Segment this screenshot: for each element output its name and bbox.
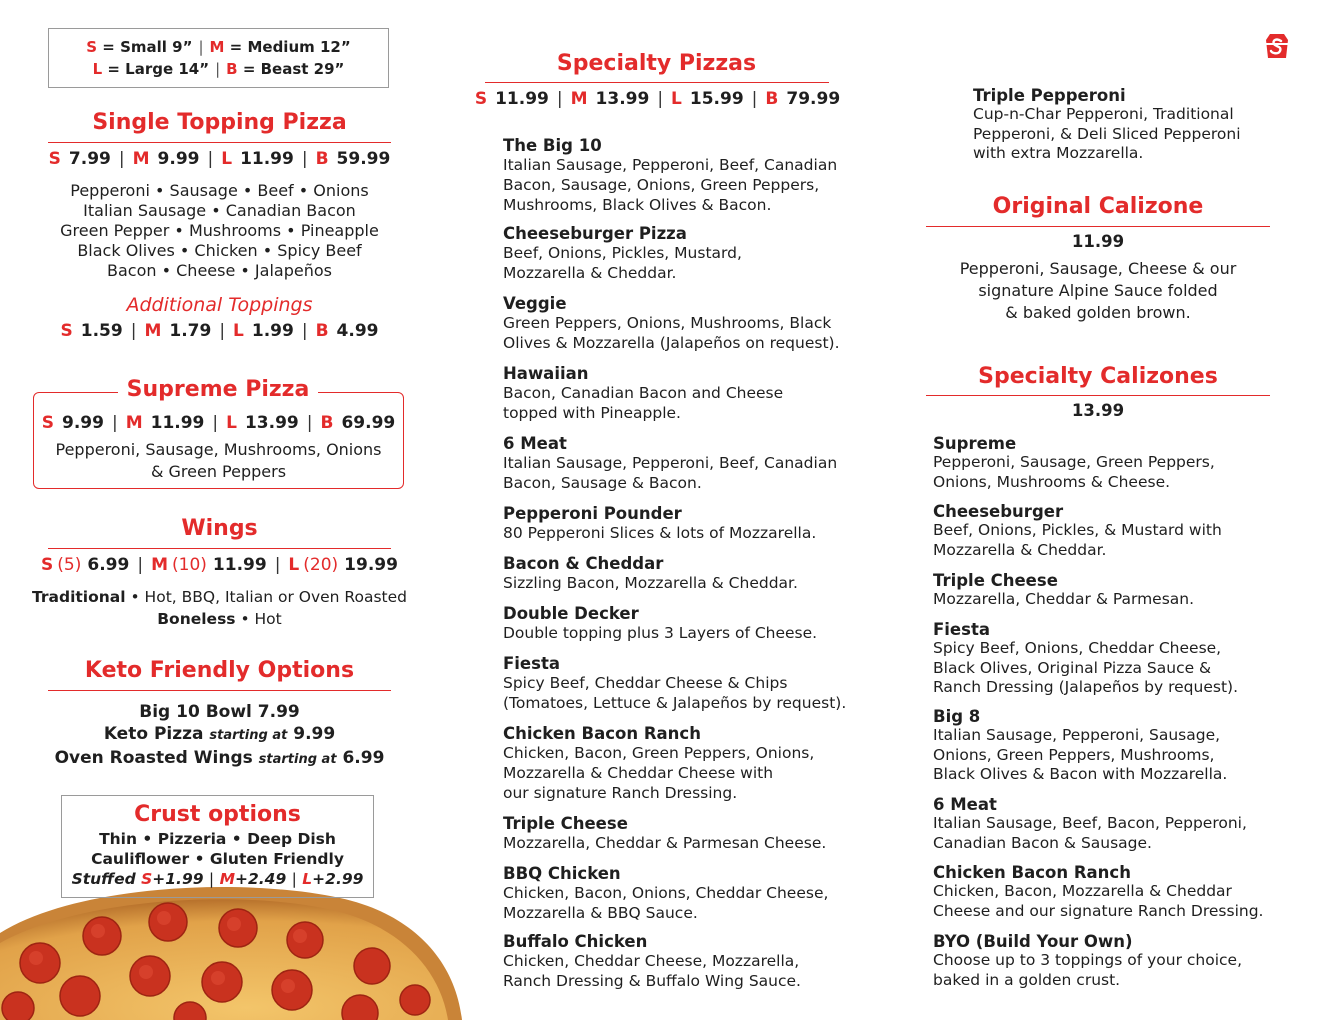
item-name: Cheeseburger Pizza xyxy=(503,224,687,243)
item-name: Fiesta xyxy=(503,654,560,673)
item-desc-line: Spicy Beef, Cheddar Cheese & Chips xyxy=(503,674,788,692)
item-desc-line: Italian Sausage, Pepperoni, Beef, Canadian xyxy=(503,156,838,174)
desc-line: & Green Peppers xyxy=(150,462,287,481)
single-topping-list xyxy=(28,181,411,281)
price: +2.99 xyxy=(312,870,364,888)
item-desc-line: Mozzarella, Cheddar & Parmesan Cheese. xyxy=(503,834,827,852)
item-desc-line: Mozzarella & Cheddar. xyxy=(503,264,677,282)
logo-icon xyxy=(1262,30,1292,62)
size-code: B xyxy=(315,321,329,341)
item-desc-line: Black Olives, Original Pizza Sauce & xyxy=(933,658,1212,677)
keto-item-name: Oven Roasted Wings xyxy=(54,748,253,768)
item-name: Cheeseburger xyxy=(933,502,1064,521)
wing-count: (20) xyxy=(303,555,339,575)
legend-code: M xyxy=(209,38,225,56)
price: 11.99 xyxy=(150,413,205,433)
size-code: M xyxy=(132,149,150,169)
size-code: S xyxy=(141,870,153,888)
price: 1.79 xyxy=(169,321,212,341)
section-rule xyxy=(485,82,829,83)
item-desc-line: Sizzling Bacon, Mozzarella & Cheddar. xyxy=(503,574,798,592)
item-name: BYO (Build Your Own) xyxy=(933,932,1133,951)
item-name: 6 Meat xyxy=(933,795,997,814)
keto-item-name: Big 10 Bowl xyxy=(139,702,252,722)
size-code: M xyxy=(125,413,143,433)
size-code: S xyxy=(60,321,73,341)
item-desc-line: Cheese and our signature Ranch Dressing. xyxy=(933,901,1264,920)
legend-code: S xyxy=(86,38,98,56)
item-desc-line: Chicken, Bacon, Mozzarella & Cheddar xyxy=(933,882,1232,900)
size-code: L xyxy=(221,149,233,169)
item-desc-line: Olives & Mozzarella (Jalapeños on request). xyxy=(503,334,840,352)
stuffed-label: Stuffed xyxy=(71,870,136,888)
wing-count: (5) xyxy=(57,555,82,575)
wings-title: Wings xyxy=(181,516,258,541)
item-name: Buffalo Chicken xyxy=(503,932,648,951)
list-item xyxy=(503,294,840,353)
keto-item-price: 9.99 xyxy=(293,724,336,744)
keto-item-note: starting at xyxy=(209,728,288,743)
item-desc-line: Onions, Green Peppers, Mushrooms, xyxy=(933,745,1215,764)
item-desc-line: 80 Pepperoni Slices & lots of Mozzarella. xyxy=(503,524,817,542)
crust-title: Crust options xyxy=(134,802,301,827)
item-name: Bacon & Cheddar xyxy=(503,554,664,573)
price: 1.99 xyxy=(251,321,294,341)
legend-text: = Beast 29” xyxy=(237,60,345,78)
item-name: Triple Cheese xyxy=(503,814,628,833)
size-code: B xyxy=(320,413,334,433)
list-item xyxy=(503,864,828,923)
list-item xyxy=(503,434,837,493)
single-topping-title: Single Topping Pizza xyxy=(92,110,347,135)
item-desc-line: Chicken, Bacon, Green Peppers, Onions, xyxy=(503,744,815,762)
list-item xyxy=(933,932,1242,990)
keto-item xyxy=(18,723,421,747)
price: 9.99 xyxy=(157,149,200,169)
list-item xyxy=(503,136,837,215)
size-code: L xyxy=(671,89,682,109)
wings-flavors xyxy=(18,586,421,630)
item-desc-line: Beef, Onions, Pickles, & Mustard with xyxy=(933,521,1222,539)
price: 7.99 xyxy=(68,149,111,169)
size-code: L xyxy=(233,321,244,341)
price: 11.99 xyxy=(495,89,549,109)
calizone-desc xyxy=(926,258,1270,324)
list-item xyxy=(933,571,1194,610)
crust-line: Thin • Pizzeria • Deep Dish xyxy=(99,830,336,848)
topping-line: Italian Sausage • Canadian Bacon xyxy=(83,201,356,220)
keto-item-price: 7.99 xyxy=(257,702,300,722)
legend-text: = Small 9” xyxy=(97,38,193,56)
stuffed-line: Stuffed S+1.99 | M+2.49 | L+2.99 xyxy=(71,870,364,888)
keto-item-name: Keto Pizza xyxy=(103,724,204,744)
legend-line-1: S = Small 9” | M = Medium 12” xyxy=(86,38,351,56)
wing-flavors: • Hot, BBQ, Italian or Oven Roasted xyxy=(125,588,407,606)
section-rule xyxy=(926,226,1270,227)
supreme-prices: S 9.99 | M 11.99 | L 13.99 | B 69.99 xyxy=(41,413,396,433)
size-code: L xyxy=(226,413,237,433)
item-name: Supreme xyxy=(933,434,1017,453)
item-desc-line: Canadian Bacon & Sausage. xyxy=(933,833,1152,852)
item-name: 6 Meat xyxy=(503,434,567,453)
price: 9.99 xyxy=(62,413,104,433)
list-item xyxy=(503,724,814,803)
wing-count: (10) xyxy=(172,555,207,575)
size-code: M xyxy=(570,89,588,109)
item-name: Triple Cheese xyxy=(933,571,1058,590)
item-desc-line: topped with Pineapple. xyxy=(503,404,681,422)
legend-line-2: L = Large 14” | B = Beast 29” xyxy=(92,60,345,78)
item-desc-line: Mozzarella & Cheddar. xyxy=(933,540,1107,559)
item-desc-line: Mozzarella, Cheddar & Parmesan. xyxy=(933,590,1195,608)
item-name: BBQ Chicken xyxy=(503,864,621,883)
size-code: L xyxy=(288,555,300,575)
list-item xyxy=(503,814,826,853)
section-rule xyxy=(48,142,391,143)
legend-code: L xyxy=(92,60,103,78)
keto-item xyxy=(18,747,421,771)
item-name: Fiesta xyxy=(933,620,990,639)
item-name: Double Decker xyxy=(503,604,639,623)
item-desc-line: Pepperoni, Sausage, Green Peppers, xyxy=(933,453,1215,471)
item-desc-line: with extra Mozzarella. xyxy=(973,144,1144,162)
item-desc-line: Italian Sausage, Pepperoni, Beef, Canadian xyxy=(503,454,838,472)
item-desc-line: Beef, Onions, Pickles, Mustard, xyxy=(503,244,742,262)
section-rule xyxy=(48,690,391,691)
list-item xyxy=(503,504,816,543)
specialty-pizzas-title: Specialty Pizzas xyxy=(556,51,757,76)
calizone-price: 11.99 xyxy=(1071,232,1125,251)
item-desc-line: Bacon, Sausage, Onions, Green Peppers, xyxy=(503,176,820,194)
topping-line: Pepperoni • Sausage • Beef • Onions xyxy=(70,181,369,200)
legend-text: = Large 14” xyxy=(102,60,210,78)
additional-toppings-title: Additional Toppings xyxy=(126,294,313,316)
price: 11.99 xyxy=(240,149,294,169)
supreme-desc xyxy=(33,439,404,483)
list-item xyxy=(933,795,1247,853)
size-code: M xyxy=(151,555,168,575)
wings-prices: S (5) 6.99 | M (10) 11.99 | L (20) 19.99 xyxy=(41,555,398,575)
list-item xyxy=(503,604,817,643)
item-desc-line: Choose up to 3 toppings of your choice, xyxy=(933,951,1242,969)
list-item xyxy=(973,86,1241,164)
item-desc-line: baked in a golden crust. xyxy=(933,970,1121,989)
item-desc-line: (Tomatoes, Lettuce & Jalapeños by request). xyxy=(503,694,847,712)
list-item xyxy=(933,434,1215,492)
list-item xyxy=(933,620,1238,698)
desc-line: Pepperoni, Sausage, Cheese & our xyxy=(959,259,1237,278)
item-desc-line: Black Olives & Bacon with Mozzarella. xyxy=(933,765,1228,783)
topping-line: Bacon • Cheese • Jalapeños xyxy=(107,261,332,280)
item-desc-line: Italian Sausage, Pepperoni, Sausage, xyxy=(933,726,1221,744)
list-item xyxy=(503,364,783,423)
list-item xyxy=(503,554,798,593)
keto-title: Keto Friendly Options xyxy=(84,658,355,683)
keto-list xyxy=(18,701,421,771)
item-name: Chicken Bacon Ranch xyxy=(933,863,1131,882)
price: 15.99 xyxy=(689,89,744,109)
list-item xyxy=(503,654,846,713)
list-item xyxy=(933,502,1222,560)
list-item xyxy=(933,863,1263,921)
price: 1.59 xyxy=(80,321,123,341)
item-desc-line: Bacon, Sausage & Bacon. xyxy=(503,474,702,492)
item-desc-line: our signature Ranch Dressing. xyxy=(503,784,738,802)
price: 13.99 xyxy=(595,89,650,109)
size-code: M xyxy=(144,321,162,341)
desc-line: & baked golden brown. xyxy=(1005,303,1191,322)
item-desc-line: Chicken, Cheddar Cheese, Mozzarella, xyxy=(503,952,800,970)
price: 59.99 xyxy=(336,149,391,169)
wing-type: Traditional xyxy=(32,588,126,606)
original-calizone-title: Original Calizone xyxy=(992,194,1204,219)
specialty-pizzas-prices: S 11.99 | M 13.99 | L 15.99 | B 79.99 xyxy=(474,89,841,109)
supreme-title: Supreme Pizza xyxy=(118,377,318,402)
size-code: S xyxy=(41,413,54,433)
item-name: Hawaiian xyxy=(503,364,589,383)
legend-text: = Medium 12” xyxy=(224,38,351,56)
keto-item-price: 6.99 xyxy=(342,748,385,768)
size-code: L xyxy=(302,870,313,888)
section-rule xyxy=(926,395,1270,396)
wing-type: Boneless xyxy=(157,610,236,628)
size-code: S xyxy=(48,149,61,169)
price: 6.99 xyxy=(87,555,130,575)
item-name: Pepperoni Pounder xyxy=(503,504,682,523)
list-item xyxy=(503,932,801,991)
size-code: M xyxy=(219,870,235,888)
item-desc-line: Mozzarella & Cheddar Cheese with xyxy=(503,764,774,782)
item-name: Chicken Bacon Ranch xyxy=(503,724,701,743)
crust-line: Cauliflower • Gluten Friendly xyxy=(91,850,344,868)
price: 11.99 xyxy=(212,555,267,575)
price: 4.99 xyxy=(336,321,379,341)
item-desc-line: Italian Sausage, Beef, Bacon, Pepperoni, xyxy=(933,814,1247,832)
legend-code: B xyxy=(226,60,238,78)
item-desc-line: Ranch Dressing & Buffalo Wing Sauce. xyxy=(503,972,801,990)
desc-line: Pepperoni, Sausage, Mushrooms, Onions xyxy=(55,440,382,459)
crust-list xyxy=(61,829,374,889)
desc-line: signature Alpine Sauce folded xyxy=(978,281,1218,300)
size-code: B xyxy=(315,149,329,169)
item-desc-line: Onions, Mushrooms & Cheese. xyxy=(933,472,1171,491)
specialty-calizones-title: Specialty Calizones xyxy=(978,364,1218,389)
specialty-calizones-price: 13.99 xyxy=(1071,401,1125,420)
item-name: Triple Pepperoni xyxy=(973,86,1126,105)
item-desc-line: Mozzarella & BBQ Sauce. xyxy=(503,904,698,922)
topping-line: Green Pepper • Mushrooms • Pineapple xyxy=(60,221,379,240)
item-name: The Big 10 xyxy=(503,136,602,155)
item-desc-line: Chicken, Bacon, Onions, Cheddar Cheese, xyxy=(503,884,829,902)
price: 79.99 xyxy=(786,89,841,109)
item-desc-line: Mushrooms, Black Olives & Bacon. xyxy=(503,196,772,214)
pizza-image xyxy=(0,878,470,1020)
size-code: S xyxy=(41,555,54,575)
item-desc-line: Double topping plus 3 Layers of Cheese. xyxy=(503,624,818,642)
price: +1.99 xyxy=(152,870,204,888)
section-rule xyxy=(48,548,391,549)
list-item xyxy=(503,224,742,283)
item-name: Veggie xyxy=(503,294,567,313)
size-legend xyxy=(48,28,389,88)
item-desc-line: Cup-n-Char Pepperoni, Traditional xyxy=(973,105,1234,123)
price: 69.99 xyxy=(341,413,396,433)
size-code: B xyxy=(765,89,779,109)
price: 13.99 xyxy=(244,413,299,433)
single-topping-prices: S 7.99 | M 9.99 | L 11.99 | B 59.99 xyxy=(48,149,391,169)
list-item xyxy=(933,707,1227,785)
wing-flavors: • Hot xyxy=(235,610,282,628)
item-name: Big 8 xyxy=(933,707,981,726)
keto-item xyxy=(18,701,421,723)
item-desc-line: Green Peppers, Onions, Mushrooms, Black xyxy=(503,314,832,332)
item-desc-line: Spicy Beef, Onions, Cheddar Cheese, xyxy=(933,639,1222,657)
topping-line: Black Olives • Chicken • Spicy Beef xyxy=(77,241,362,260)
size-code: S xyxy=(474,89,488,109)
item-desc-line: Pepperoni, & Deli Sliced Pepperoni xyxy=(973,124,1241,143)
item-desc-line: Ranch Dressing (Jalapeños by request). xyxy=(933,678,1239,696)
price: 19.99 xyxy=(344,555,398,575)
additional-toppings-prices: S 1.59 | M 1.79 | L 1.99 | B 4.99 xyxy=(60,321,379,341)
item-desc-line: Bacon, Canadian Bacon and Cheese xyxy=(503,384,784,402)
price: +2.49 xyxy=(235,870,287,888)
keto-item-note: starting at xyxy=(258,752,337,767)
